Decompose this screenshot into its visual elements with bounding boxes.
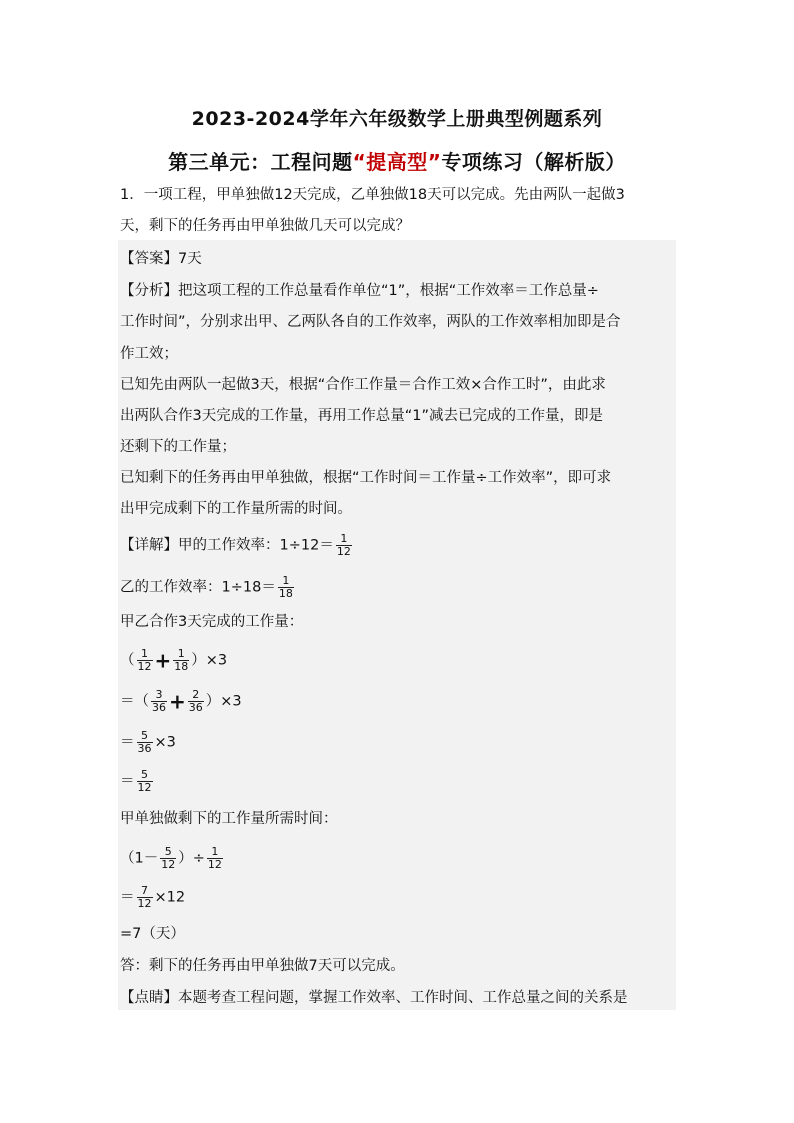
equation-step-1: （ $\frac{1}{12}$ + $\frac{1}{18}$ ）×3	[120, 647, 228, 673]
fraction: $\frac{7}{12}$	[137, 884, 152, 910]
detail-joint-work-label: 甲乙合作3天完成的工作量：	[120, 614, 304, 630]
equation-step-5: （1－ $\frac{5}{12}$ ）÷ $\frac{1}{12}$	[120, 845, 222, 871]
problem-line-2: 天，剩下的任务再由甲单独做几天可以完成？	[120, 218, 410, 234]
analysis-line-2: 工作时间”，分别求出甲、乙两队各自的工作效率，两队的工作效率相加即是合	[120, 314, 621, 330]
fraction: $\frac{1}{18}$	[174, 647, 189, 673]
analysis-line-4: 已知先由两队一起做3天，根据“合作工作量＝合作工效×合作工时”，由此求	[120, 377, 606, 393]
fraction: $\frac{2}{36}$	[188, 688, 203, 714]
equation-step-3: ＝ $\frac{5}{36}$ ×3	[120, 729, 176, 755]
problem-line-1: 1．一项工程，甲单独做12天完成，乙单独做18天可以完成。先由两队一起做3	[120, 187, 625, 203]
subtitle-suffix: 专项练习（解析版）	[441, 150, 626, 174]
document-subtitle	[0, 146, 794, 175]
equation-step-2: ＝（ $\frac{3}{36}$ + $\frac{2}{36}$ ）×3	[120, 688, 242, 714]
detail-efficiency-b-text: 乙的工作效率：1÷18＝	[120, 579, 276, 596]
analysis-line-8: 出甲完成剩下的工作量所需的时间。	[120, 501, 352, 517]
equation-step-6: ＝ $\frac{7}{12}$ ×12	[120, 884, 186, 910]
answer-line: 【答案】7天	[120, 251, 202, 267]
detail-efficiency-a-text: 【详解】甲的工作效率：1÷12＝	[120, 537, 334, 554]
analysis-line-6: 还剩下的工作量；	[120, 439, 236, 455]
analysis-line-7: 已知剩下的任务再由甲单独做，根据“工作时间＝工作量÷工作效率”，即可求	[120, 470, 612, 486]
fraction: $\frac{1}{12}$	[336, 532, 351, 558]
detail-remaining-time-label: 甲单独做剩下的工作量所需时间：	[120, 811, 338, 827]
fraction: $\frac{5}{12}$	[161, 845, 176, 871]
detail-efficiency-a	[120, 533, 354, 558]
analysis-line-1: 【分析】把这项工程的工作总量看作单位“1”，根据“工作效率＝工作总量÷	[120, 283, 599, 299]
fraction: $\frac{1}{18}$	[278, 574, 293, 600]
equation-step-4: ＝ $\frac{5}{12}$	[120, 768, 152, 794]
fraction: $\frac{1}{12}$	[207, 845, 222, 871]
analysis-line-5: 出两队合作3天完成的工作量，再用工作总量“1”减去已完成的工作量，即是	[120, 408, 603, 424]
fraction: $\frac{1}{12}$	[137, 647, 152, 673]
equation-step-7: =7（天）	[120, 926, 185, 942]
document-title: 2023-2024学年六年级数学上册典型例题系列	[191, 108, 603, 130]
analysis-line-3: 作工效；	[120, 346, 178, 362]
subtitle-prefix: 第三单元：工程问题	[168, 150, 353, 174]
fraction: $\frac{3}{36}$	[152, 688, 166, 714]
comment-line: 【点睛】本题考查工程问题，掌握工作效率、工作时间、工作总量之间的关系是	[120, 990, 628, 1006]
fraction: $\frac{5}{36}$	[137, 729, 152, 755]
detail-efficiency-b	[120, 575, 296, 600]
final-answer: 答：剩下的任务再由甲单独做7天可以完成。	[120, 958, 405, 974]
subtitle-highlight: “提高型”	[352, 150, 442, 174]
fraction: $\frac{5}{12}$	[137, 768, 152, 794]
